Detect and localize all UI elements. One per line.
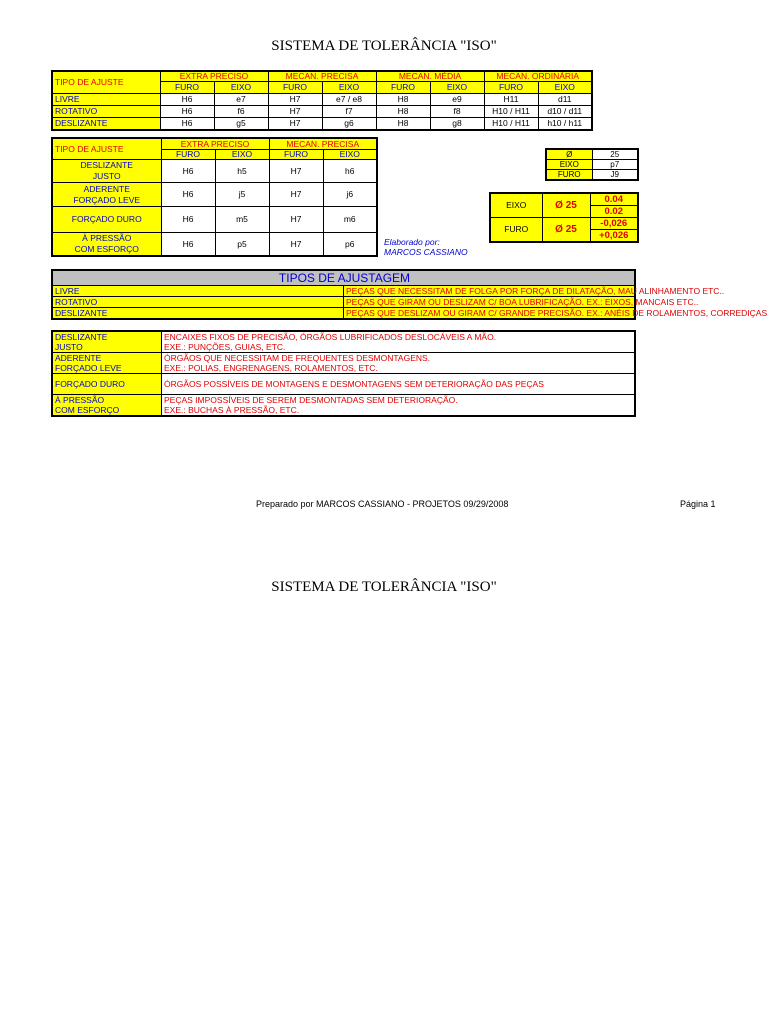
sub-header: FURO xyxy=(161,149,215,160)
table-row xyxy=(52,297,635,308)
row-label: ADERENTE FORÇADO LEVE xyxy=(52,353,162,374)
table-row xyxy=(52,353,635,374)
table-row xyxy=(52,308,635,320)
eixo-label: EIXO xyxy=(490,193,542,218)
table-row xyxy=(52,183,377,207)
row-label: DESLIZANTE JUSTO xyxy=(52,331,162,353)
table-row xyxy=(52,286,635,297)
table-row xyxy=(52,118,592,131)
table-cell: f8 xyxy=(430,106,484,118)
fit-table-2 xyxy=(51,137,378,257)
row-description: PEÇAS QUE DESLIZAM OU GIRAM C/ GRANDE PRECISÃO. EX.: ANÉIS DE ROLAMENTOS, CORREDIÇAS xyxy=(344,308,636,320)
table-row xyxy=(52,106,592,118)
furo-upper: -0,026 xyxy=(590,218,638,230)
table-cell: j5 xyxy=(215,183,269,207)
table-cell: FURO xyxy=(546,170,592,181)
table-cell: h6 xyxy=(323,160,377,183)
table-cell: H6 xyxy=(161,160,215,183)
table-cell: g6 xyxy=(322,118,376,131)
table-row xyxy=(52,94,592,106)
group-header: MECAN. ORDINÁRIA xyxy=(484,71,592,82)
fit-types-table xyxy=(51,269,768,320)
page-title: SISTEMA DE TOLERÂNCIA "ISO" xyxy=(271,38,497,54)
sub-header: FURO xyxy=(484,82,538,94)
sub-header: EIXO xyxy=(214,82,268,94)
table-cell: H7 xyxy=(269,207,323,233)
table-cell: H6 xyxy=(160,118,214,131)
table-row xyxy=(52,160,377,183)
furo-diameter: Ø 25 xyxy=(542,218,590,243)
furo-label: FURO xyxy=(490,218,542,243)
table-cell: h5 xyxy=(215,160,269,183)
furo-lower: +0,026 xyxy=(590,230,638,243)
row-label: DESLIZANTE xyxy=(52,118,160,131)
row-label: ROTATIVO xyxy=(52,106,160,118)
row-label: DESLIZANTE xyxy=(52,308,344,320)
table-cell: H8 xyxy=(376,118,430,131)
group-header: MECAN. MÉDIA xyxy=(376,71,484,82)
table-cell: e9 xyxy=(430,94,484,106)
table-cell: e7 / e8 xyxy=(322,94,376,106)
table-cell: m6 xyxy=(323,207,377,233)
table-cell: H10 / H11 xyxy=(484,106,538,118)
sub-header: FURO xyxy=(376,82,430,94)
table-row xyxy=(52,233,377,257)
table-row xyxy=(546,170,638,181)
table-cell: d11 xyxy=(538,94,592,106)
table-row xyxy=(52,207,377,233)
section-header: TIPOS DE AJUSTAGEM xyxy=(52,270,635,286)
row-label: ADERENTE FORÇADO LEVE xyxy=(52,183,161,207)
table-cell: H6 xyxy=(161,207,215,233)
table-cell: j6 xyxy=(323,183,377,207)
table-row xyxy=(546,160,638,170)
group-header: MECAN. PRECISA xyxy=(268,71,376,82)
footer-page-number: Página 1 xyxy=(680,499,716,509)
author-name: MARCOS CASSIANO xyxy=(384,247,468,257)
table-cell: H8 xyxy=(376,106,430,118)
fit-applications-table xyxy=(51,330,636,417)
table-cell: H7 xyxy=(268,118,322,131)
sub-header: FURO xyxy=(268,82,322,94)
row-label: À PRESSÃO COM ESFORÇO xyxy=(52,395,162,417)
table-cell: H11 xyxy=(484,94,538,106)
sub-header: EIXO xyxy=(215,149,269,160)
eixo-lower: 0.02 xyxy=(590,206,638,218)
row-description: PEÇAS QUE NECESSITAM DE FOLGA POR FORÇA DE DILATAÇÃO, MAU ALINHAMENTO ETC.. xyxy=(344,286,636,297)
row-description: ENCAIXES FIXOS DE PRECISÃO, ÓRGÃOS LUBRIFICADOS DESLOCÁVEIS A MÃO. EXE.: PUNÇÕES, GUIAS, ETC. xyxy=(162,331,636,353)
footer-prepared: Preparado por MARCOS CASSIANO - PROJETOS 09/29/2008 xyxy=(256,499,509,509)
table-row xyxy=(52,331,635,353)
eixo-upper: 0.04 xyxy=(590,193,638,206)
table-cell: H8 xyxy=(376,94,430,106)
table-cell: g5 xyxy=(214,118,268,131)
table-cell: H7 xyxy=(268,94,322,106)
table-cell: H6 xyxy=(160,106,214,118)
fit-table-1 xyxy=(51,70,593,131)
table-cell: H6 xyxy=(161,233,215,257)
tolerance-table xyxy=(489,192,639,243)
sub-header: EIXO xyxy=(323,149,377,160)
sub-header: FURO xyxy=(269,149,323,160)
row-label: LIVRE xyxy=(52,286,344,297)
table-cell: H7 xyxy=(268,106,322,118)
diameter-table xyxy=(545,148,639,181)
row-description: PEÇAS IMPOSSÍVEIS DE SEREM DESMONTADAS SEM DETERIORAÇÃO. EXE.: BUCHAS À PRESSÃO, ETC. xyxy=(162,395,636,417)
table-cell: H6 xyxy=(161,183,215,207)
fit-type-label: TIPO DE AJUSTE xyxy=(52,138,161,160)
table-cell: H7 xyxy=(269,233,323,257)
row-description: PEÇAS QUE GIRAM OU DESLIZAM C/ BOA LUBRIFICAÇÃO. EX.: EIXOS, MANCAIS ETC.. xyxy=(344,297,636,308)
row-label: LIVRE xyxy=(52,94,160,106)
fit-type-label: TIPO DE AJUSTE xyxy=(52,71,160,94)
row-description: ÓRGÃOS POSSÍVEIS DE MONTAGENS E DESMONTAGENS SEM DETERIORAÇÃO DAS PEÇAS xyxy=(162,374,636,395)
author-label: Elaborado por: xyxy=(384,237,440,247)
table-cell: Ø xyxy=(546,149,592,160)
table-row xyxy=(52,374,635,395)
table-cell: d10 / d11 xyxy=(538,106,592,118)
row-label: ROTATIVO xyxy=(52,297,344,308)
table-cell: H6 xyxy=(160,94,214,106)
table-cell: EIXO xyxy=(546,160,592,170)
table-cell: 25 xyxy=(592,149,638,160)
row-label: DESLIZANTE JUSTO xyxy=(52,160,161,183)
table-cell: J9 xyxy=(592,170,638,181)
row-description: ÓRGÃOS QUE NECESSITAM DE FREQUENTES DESMONTAGENS. EXE.: POLIAS, ENGRENAGENS, ROLAMENTOS, ETC. xyxy=(162,353,636,374)
group-header: EXTRA PRECISO xyxy=(161,138,269,149)
row-label: FORÇADO DURO xyxy=(52,207,161,233)
table-cell: H7 xyxy=(269,183,323,207)
group-header: EXTRA PRECISO xyxy=(160,71,268,82)
table-cell: p7 xyxy=(592,160,638,170)
table-row xyxy=(52,395,635,417)
sub-header: FURO xyxy=(160,82,214,94)
table-row xyxy=(546,149,638,160)
table-cell: H7 xyxy=(269,160,323,183)
table-cell: m5 xyxy=(215,207,269,233)
sub-header: EIXO xyxy=(538,82,592,94)
table-cell: f7 xyxy=(322,106,376,118)
sub-header: EIXO xyxy=(430,82,484,94)
row-label: FORÇADO DURO xyxy=(52,374,162,395)
table-cell: H10 / H11 xyxy=(484,118,538,131)
table-cell: h10 / h11 xyxy=(538,118,592,131)
table-cell: e7 xyxy=(214,94,268,106)
group-header: MECAN. PRECISA xyxy=(269,138,377,149)
table-cell: g8 xyxy=(430,118,484,131)
eixo-diameter: Ø 25 xyxy=(542,193,590,218)
sub-header: EIXO xyxy=(322,82,376,94)
page-title-2: SISTEMA DE TOLERÂNCIA "ISO" xyxy=(271,579,497,595)
table-cell: p5 xyxy=(215,233,269,257)
author-note xyxy=(384,237,468,257)
row-label: À PRESSÃO COM ESFORÇO xyxy=(52,233,161,257)
table-cell: f6 xyxy=(214,106,268,118)
table-cell: p6 xyxy=(323,233,377,257)
